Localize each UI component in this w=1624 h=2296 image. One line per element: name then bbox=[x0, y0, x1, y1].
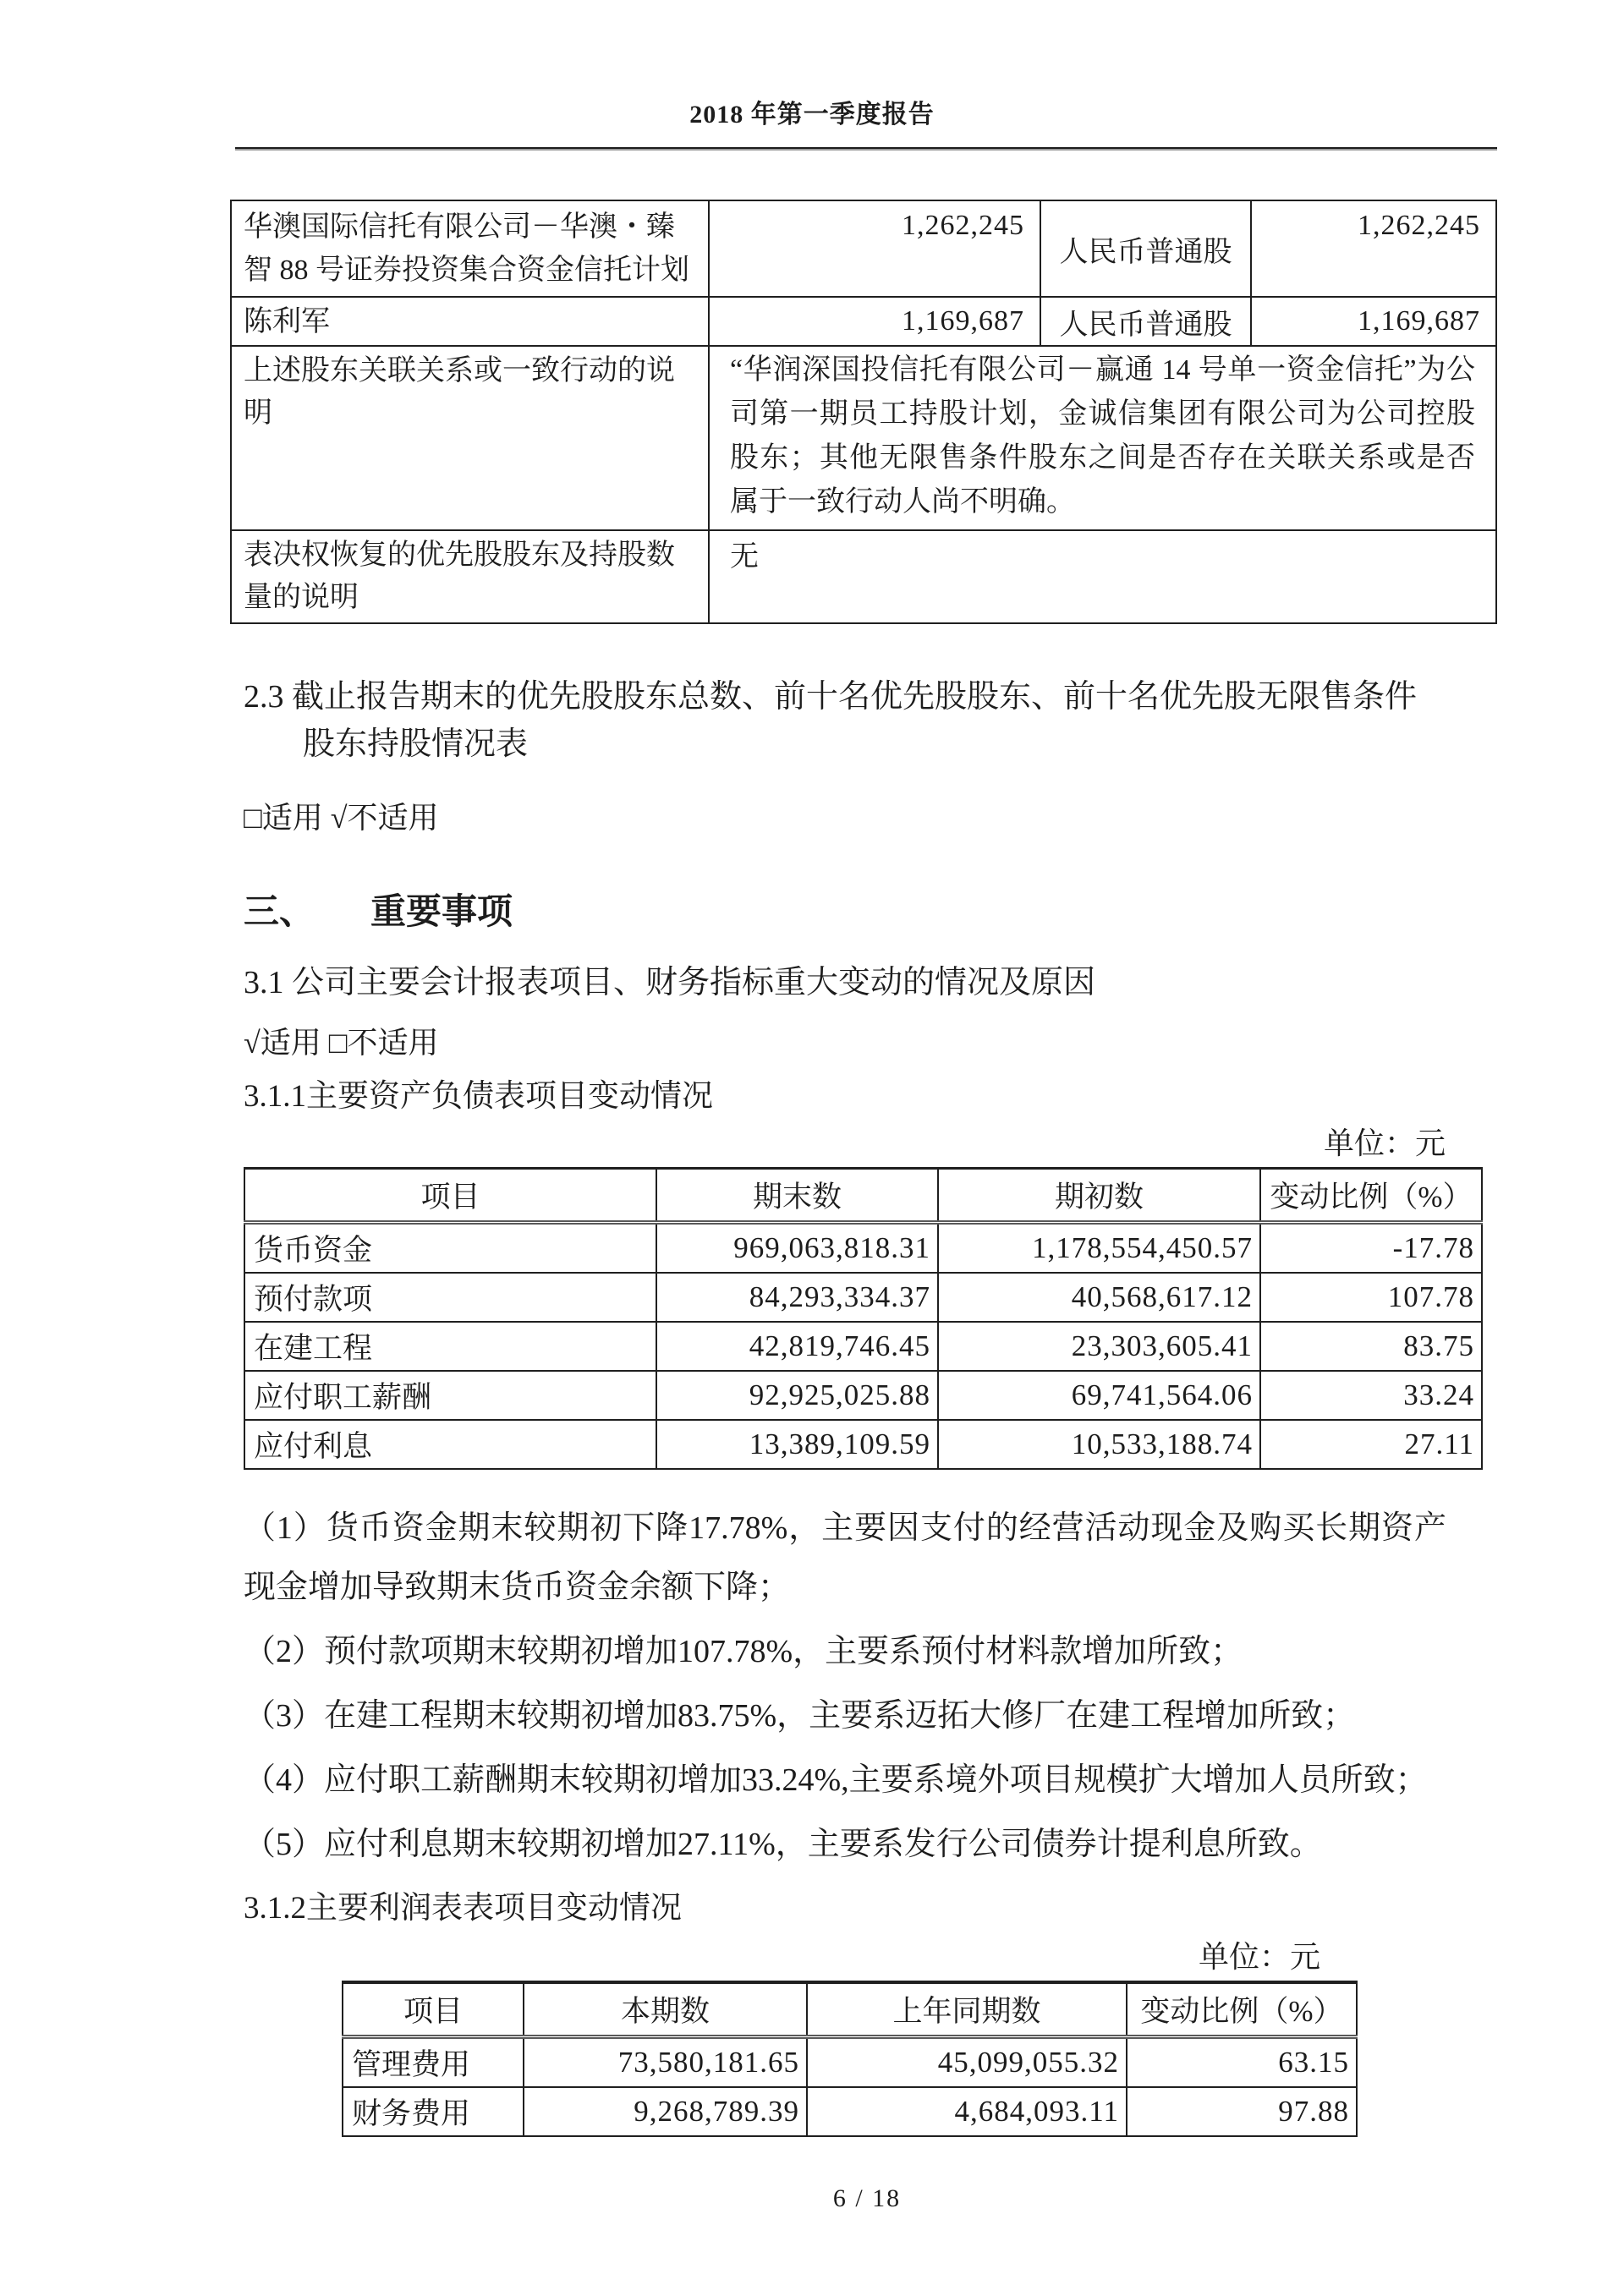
table-row bbox=[231, 346, 1496, 530]
preferred-shareholders-content: 无 bbox=[709, 530, 1496, 623]
beginning-value: 40,568,617.12 bbox=[938, 1273, 1260, 1322]
item-name: 应付职工薪酬 bbox=[244, 1371, 656, 1420]
change-percent: 33.24 bbox=[1260, 1371, 1482, 1420]
table-row bbox=[244, 1273, 1482, 1322]
section-2-3-heading-line1: 2.3 截止报告期末的优先股股东总数、前十名优先股股东、前十名优先股无限售条件 bbox=[244, 679, 1418, 715]
top-shareholders-table bbox=[230, 200, 1497, 624]
share-type-value: 人民币普通股 bbox=[1040, 297, 1251, 346]
section-2-3-heading bbox=[244, 673, 1489, 768]
section-3-1-1-heading: 3.1.1主要资产负债表项目变动情况 bbox=[244, 1079, 713, 1114]
current-period-value: 9,268,789.39 bbox=[524, 2087, 807, 2136]
table-row bbox=[343, 2037, 1357, 2088]
page-number: 6 / 18 bbox=[832, 2184, 902, 2212]
section-2-3-applicability: □适用 √不适用 bbox=[244, 801, 439, 835]
item-name: 在建工程 bbox=[244, 1322, 656, 1371]
section-3-title: 重要事项 bbox=[370, 893, 513, 932]
item-name: 财务费用 bbox=[343, 2087, 524, 2136]
note-4: （4）应付职工薪酬期末较期初增加33.24%,主要系境外项目规模扩大增加人员所致； bbox=[244, 1762, 1428, 1798]
beginning-value: 1,178,554,450.57 bbox=[938, 1223, 1260, 1274]
current-period-value: 73,580,181.65 bbox=[524, 2037, 807, 2088]
balance-sheet-changes-table bbox=[244, 1167, 1483, 1470]
change-explanation-notes bbox=[244, 1499, 1446, 1874]
beginning-value: 69,741,564.06 bbox=[938, 1371, 1260, 1420]
share-type-value: 人民币普通股 bbox=[1040, 200, 1251, 297]
table-header-row bbox=[244, 1169, 1482, 1223]
column-header-item: 项目 bbox=[244, 1169, 656, 1223]
table-header-row bbox=[343, 1982, 1357, 2037]
section-3-1-heading: 3.1 公司主要会计报表项目、财务指标重大变动的情况及原因 bbox=[244, 965, 1096, 1000]
table-row bbox=[231, 297, 1496, 346]
ending-value: 13,389,109.59 bbox=[656, 1420, 938, 1469]
ending-value: 84,293,334.37 bbox=[656, 1273, 938, 1322]
shareholder-name: 陈利军 bbox=[231, 297, 709, 346]
table-row bbox=[343, 2087, 1357, 2136]
item-name: 货币资金 bbox=[244, 1223, 656, 1274]
relation-content: “华润深国投信托有限公司－赢通 14 号单一资金信托”为公司第一期员工持股计划，金诚信集团有限公司为公司控股股东；其他无限售条件股东之间是否存在关联关系或是否属于一致行动人尚不明确。 bbox=[709, 346, 1496, 530]
section-2-3-heading-line2: 股东持股情况表 bbox=[303, 726, 529, 762]
relation-label: 上述股东关联关系或一致行动的说明 bbox=[231, 346, 709, 530]
table-row bbox=[244, 1420, 1482, 1469]
ending-value: 92,925,025.88 bbox=[656, 1371, 938, 1420]
prior-period-value: 45,099,055.32 bbox=[807, 2037, 1127, 2088]
change-percent: 107.78 bbox=[1260, 1273, 1482, 1322]
column-header-change: 变动比例（%） bbox=[1127, 1982, 1357, 2037]
shares-held-value: 1,169,687 bbox=[709, 297, 1040, 346]
section-3-heading bbox=[244, 890, 1489, 935]
change-percent: -17.78 bbox=[1260, 1223, 1482, 1274]
table-row bbox=[244, 1223, 1482, 1274]
note-5: （5）应付利息期末较期初增加27.11%，主要系发行公司债券计提利息所致。 bbox=[244, 1827, 1322, 1862]
page-title: 2018 年第一季度报告 bbox=[689, 101, 935, 129]
unit-label: 单位：元 bbox=[1323, 1126, 1446, 1160]
table-row bbox=[244, 1371, 1482, 1420]
ending-value: 42,819,746.45 bbox=[656, 1322, 938, 1371]
ending-value: 969,063,818.31 bbox=[656, 1223, 938, 1274]
unit-label: 单位：元 bbox=[1198, 1940, 1320, 1974]
change-percent: 83.75 bbox=[1260, 1322, 1482, 1371]
note-2: （2）预付款项期末较期初增加107.78%，主要系预付材料款增加所致； bbox=[244, 1634, 1243, 1669]
item-name: 应付利息 bbox=[244, 1420, 656, 1469]
preferred-shareholders-label: 表决权恢复的优先股股东及持股数量的说明 bbox=[231, 530, 709, 623]
item-name: 预付款项 bbox=[244, 1273, 656, 1322]
unrestricted-shares-value: 1,169,687 bbox=[1251, 297, 1496, 346]
shares-held-value: 1,262,245 bbox=[709, 200, 1040, 297]
column-header-item: 项目 bbox=[343, 1982, 524, 2037]
prior-period-value: 4,684,093.11 bbox=[807, 2087, 1127, 2136]
change-percent: 63.15 bbox=[1127, 2037, 1357, 2088]
note-3: （3）在建工程期末较期初增加83.75%，主要系迈拓大修厂在建工程增加所致； bbox=[244, 1698, 1356, 1734]
unrestricted-shares-value: 1,262,245 bbox=[1251, 200, 1496, 297]
change-percent: 97.88 bbox=[1127, 2087, 1357, 2136]
table-row bbox=[244, 1322, 1482, 1371]
header-rule bbox=[235, 147, 1497, 151]
beginning-value: 23,303,605.41 bbox=[938, 1322, 1260, 1371]
section-3-number: 三、 bbox=[244, 893, 315, 932]
column-header-prior: 上年同期数 bbox=[807, 1982, 1127, 2037]
item-name: 管理费用 bbox=[343, 2037, 524, 2088]
income-statement-changes-table bbox=[342, 1981, 1358, 2137]
table-row bbox=[231, 530, 1496, 623]
column-header-current: 本期数 bbox=[524, 1982, 807, 2037]
shareholder-name: 华澳国际信托有限公司－华澳・臻智 88 号证券投资集合资金信托计划 bbox=[231, 200, 709, 297]
table-row bbox=[231, 200, 1496, 297]
note-1: （1）货币资金期末较期初下降17.78%，主要因支付的经营活动现金及购买长期资产现金增加导致期末货币资金余额下降； bbox=[244, 1510, 1446, 1605]
section-3-1-2-heading: 3.1.2主要利润表表项目变动情况 bbox=[244, 1891, 682, 1926]
change-percent: 27.11 bbox=[1260, 1420, 1482, 1469]
column-header-ending: 期末数 bbox=[656, 1169, 938, 1223]
column-header-beginning: 期初数 bbox=[938, 1169, 1260, 1223]
section-3-1-applicability: √适用 □不适用 bbox=[244, 1026, 439, 1060]
column-header-change: 变动比例（%） bbox=[1260, 1169, 1482, 1223]
beginning-value: 10,533,188.74 bbox=[938, 1420, 1260, 1469]
